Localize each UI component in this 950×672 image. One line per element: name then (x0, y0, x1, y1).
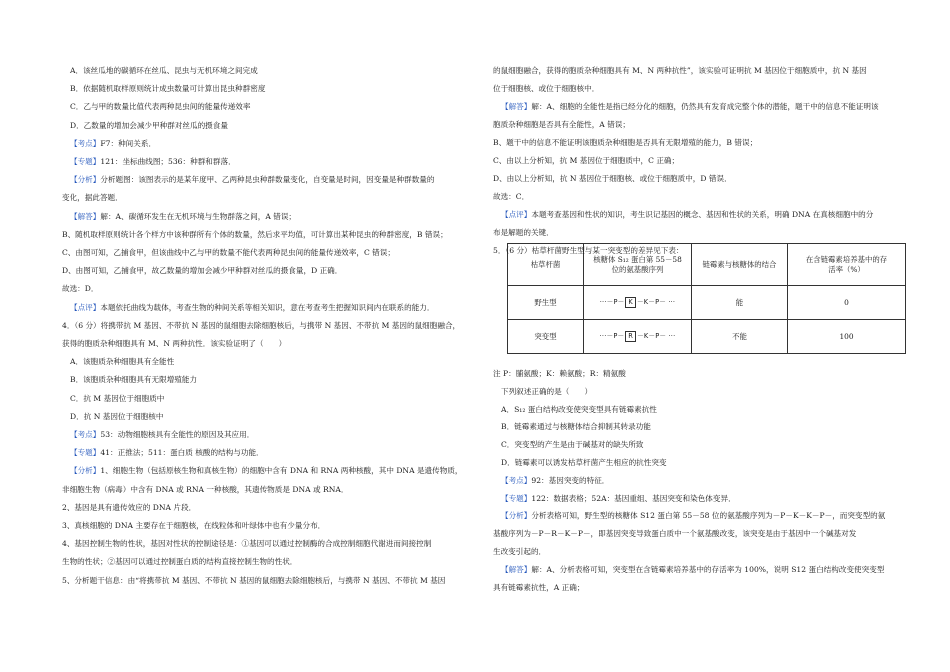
section-tag: 【解答】 (70, 211, 101, 221)
section-tag: 【点评】 (501, 210, 532, 219)
line-text: C、由以上分析知，抗 M 基因位于细胞质中，C 正确； (493, 156, 680, 165)
text-line (493, 565, 884, 575)
text-line (62, 375, 197, 385)
line-text: D．抗 N 基因位于细胞核中 (70, 411, 164, 421)
line-text: 注 P：脯氨酸；K：赖氨酸；R：精氨酸 (493, 369, 626, 378)
line-text: D、由以上分析知，抗 N 基因位于细胞核、或位于细胞质中，D 错误． (493, 174, 732, 183)
text-line (62, 230, 448, 240)
line-text: B、题干中的信息不能证明该胞质杂种细胞是否具有无限增殖的能力，B 错误； (493, 138, 758, 147)
section-tag: 【考点】 (70, 430, 101, 439)
text-line (62, 193, 123, 203)
amino-acid-sequence: ···－P－ K －K－P－ ··· (584, 286, 692, 320)
line-text: 4、基因控制生物的性状，基因对性状的控制途径是：①基因可以通过控制酶的合成控制细胞代谢进而间接控制 (62, 539, 432, 549)
line-text: B．该胞质杂种细胞具有无限增殖能力 (70, 375, 198, 385)
text-line (493, 174, 732, 184)
text-line (493, 387, 592, 397)
text-line (62, 121, 228, 131)
text-line (62, 576, 445, 586)
line-text: 获得的胞质杂种细胞具有 M、N 两种抗性．该实验证明了（ ） (62, 339, 287, 348)
line-text: 的鼠细胞融合，获得的胞质杂种细胞具有 M、N 两种抗性”，该实验可证明抗 M 基因位于细胞质中，抗 N 基因 (493, 66, 867, 75)
text-line (62, 248, 395, 258)
section-tag: 【专题】 (70, 157, 101, 166)
text-line (62, 157, 236, 167)
line-text: F7：种间关系． (100, 138, 157, 148)
section-tag: 【考点】 (70, 138, 101, 148)
text-line (493, 84, 599, 94)
line-text: 4．（6 分）将携带抗 M 基因、不带抗 N 基因的鼠细胞去除细胞核后，与携带 N 基因、不带抗 M 基因的鼠细胞融合， (62, 320, 461, 330)
line-text: C、由图可知，乙捕食甲，但该曲线中乙与甲的数量不能代表两种昆虫间的能量传递效率，C 错误； (62, 248, 395, 257)
text-line (62, 466, 463, 476)
section-tag: 【专题】 (70, 448, 101, 458)
text-line (62, 102, 250, 112)
row-survival: 0 (788, 286, 906, 320)
row-binding: 不能 (692, 320, 788, 354)
text-line (62, 266, 342, 276)
text-line (493, 476, 609, 486)
line-text: 下列叙述正确的是（ ） (501, 386, 593, 396)
text-line (493, 529, 856, 539)
table-row (508, 320, 906, 354)
section-tag: 【分析】 (501, 511, 532, 521)
text-line (62, 357, 174, 367)
line-text: 122：数据表格；52A：基因重组、基因突变和染色体变异． (531, 493, 736, 503)
section-tag: 【分析】 (70, 466, 101, 476)
text-line (62, 321, 460, 331)
section-tag: 【解答】 (501, 564, 532, 574)
line-text: A．该胞质杂种细胞具有全能性 (70, 357, 175, 367)
line-text: 位于细胞核、或位于细胞核中． (493, 84, 600, 93)
table-row (508, 286, 906, 320)
line-text: 解：A、细胞的全能性是指已经分化的细胞，仍然具有发育成完整个体的潜能，题干中的信息不能证明该 (531, 102, 879, 111)
line-text: B．依据随机取样原则统计成虫数量可计算出昆虫种群密度 (70, 84, 266, 94)
text-line (493, 422, 651, 432)
line-text: 基酸序列为－P－R－K－P－，即基因突变导致蛋白质中一个氨基酸改变，该突变是由于基因中一个碱基对发 (493, 529, 857, 539)
text-line (493, 494, 736, 504)
text-line (493, 192, 529, 202)
text-line (62, 539, 431, 549)
text-line (62, 84, 265, 94)
line-text: 分析表格可知，野生型的核糖体 S12 蛋白第 55－58 位的氨基酸序列为－P－K－K－P－，而突变型的氨 (531, 511, 886, 521)
text-line (62, 485, 348, 495)
line-text: 121：坐标曲线图；536：种群和群落． (100, 157, 236, 166)
text-line (62, 521, 325, 531)
text-line (493, 156, 679, 166)
text-line (62, 212, 296, 222)
header-sequence: 核糖体 S₁₂ 蛋白第 55－58 位的氨基酸序列 (584, 244, 692, 286)
row-survival: 100 (788, 320, 906, 354)
text-line (62, 430, 254, 440)
text-line (493, 210, 873, 220)
line-text: 解：A、碳循环发生在无机环境与生物群落之间，A 错误； (100, 211, 297, 221)
line-text: 布是解题的关键． (493, 228, 554, 237)
mutation-table (507, 243, 906, 354)
section-tag: 【点评】 (70, 302, 101, 312)
text-line (62, 394, 164, 404)
row-strain-name: 突变型 (508, 320, 584, 354)
text-line (62, 412, 164, 422)
row-binding: 能 (692, 286, 788, 320)
line-text: 5．（6 分）枯草杆菌野生型与某一突变型的差异见下表： (493, 246, 684, 255)
line-text: A．该丝瓜地的碳循环在丝瓜、昆虫与无机环境之间完成 (70, 66, 258, 75)
text-line (62, 339, 286, 349)
text-line (62, 175, 435, 185)
line-text: 胞质杂种细胞是否具有全能性，A 错误； (493, 120, 630, 129)
text-line (62, 139, 156, 149)
text-line (62, 303, 435, 313)
text-line (493, 246, 684, 256)
line-text: D．乙数量的增加会减少甲种群对丝瓜的摄食量 (70, 120, 228, 130)
line-text: 分析题图：该图表示的是某年度甲、乙两种昆虫种群数量变化，自变量是时间，因变量是种群数量的 (100, 175, 435, 185)
section-tag: 【专题】 (501, 493, 532, 503)
line-text: C．突变型的产生是由于碱基对的缺失所致 (501, 440, 644, 450)
line-text: C．抗 M 基因位于细胞质中 (70, 393, 165, 403)
line-text: 变化，据此答题． (62, 193, 123, 203)
section-tag: 【分析】 (70, 175, 101, 185)
line-text: D、由图可知，乙捕食甲，故乙数量的增加会减少甲种群对丝瓜的摄食量，D 正确． (62, 266, 343, 276)
text-line (62, 557, 297, 567)
text-line (493, 138, 757, 148)
text-line (493, 369, 626, 379)
line-text: B．链霉素通过与核糖体结合抑制其转录功能 (501, 422, 651, 432)
header-strain: 枯草杆菌 (508, 244, 584, 286)
line-text: 故选：C． (493, 192, 530, 201)
highlighted-residue: K (625, 297, 636, 308)
text-line (62, 503, 196, 513)
line-text: 本题依托曲线为载体，考查生物的种间关系等相关知识，意在考查考生把握知识间内在联系的能力． (100, 302, 435, 312)
amino-acid-sequence: ···－P－ R －K－P－ ··· (584, 320, 692, 354)
line-text: B、随机取样原则统计各个样方中该种群所有个体的数量，然后求平均值，可计算出某种昆虫的种群密度，B 错误； (62, 229, 448, 239)
line-text: 非细胞生物（病毒）中含有 DNA 或 RNA 一种核酸，其遗传物质是 DNA 或 RNA． (62, 484, 349, 494)
line-text: A．S₁₂ 蛋白结构改变使突变型具有链霉素抗性 (501, 404, 657, 414)
text-line (62, 66, 258, 76)
text-line (493, 458, 667, 468)
line-text: C．乙与甲的数量比值代表两种昆虫间的能量传递效率 (70, 102, 251, 112)
line-text: 5、分析题干信息：由“将携带抗 M 基因、不带抗 N 基因的鼠细胞去除细胞核后，与携带 N 基因、不带抗 M 基因 (62, 575, 446, 585)
line-text: 生物的性状；②基因可以通过控制蛋白质的结构直接控制生物的性状． (62, 557, 298, 567)
line-text: 3、真核细胞的 DNA 主要存在于细胞核，在线粒体和叶绿体中也有少量分布． (62, 521, 326, 530)
line-text: 生改变引起的． (493, 547, 547, 556)
text-line (493, 102, 879, 112)
line-text: 2、基因是具有遗传效应的 DNA 片段． (62, 502, 197, 512)
text-line (493, 405, 657, 415)
line-text: 本题考查基因和性状的知识，考生识记基因的概念、基因和性状的关系，明确 DNA 在真核细胞中的分 (531, 210, 874, 219)
header-survival: 在含链霉素培养基中的存 活率（%） (788, 244, 906, 286)
line-text: 1、细胞生物（包括原核生物和真核生物）的细胞中含有 DNA 和 RNA 两种核酸，其中 DNA 是遗传物质， (100, 466, 463, 476)
line-text: 53：动物细胞核具有全能性的原因及其应用． (100, 430, 255, 439)
text-line (62, 448, 264, 458)
text-line (493, 66, 867, 76)
line-text: 具有链霉素抗性，A 正确； (493, 582, 585, 592)
text-line (493, 547, 546, 557)
section-tag: 【考点】 (501, 475, 532, 485)
line-text: 41：正推法；511：蛋白质 核酸的结构与功能． (100, 448, 264, 458)
highlighted-residue: R (625, 331, 636, 342)
line-text: 故选：D． (62, 284, 99, 294)
line-text: 92：基因突变的特征． (531, 475, 610, 485)
section-tag: 【解答】 (501, 102, 532, 111)
row-strain-name: 野生型 (508, 286, 584, 320)
text-line (493, 583, 584, 593)
header-binding: 链霉素与核糖体的结合 (692, 244, 788, 286)
text-line (493, 440, 644, 450)
line-text: D．链霉素可以诱发枯草杆菌产生相应的抗性突变 (501, 458, 667, 467)
text-line (493, 120, 630, 130)
text-line (62, 284, 98, 294)
text-line (493, 228, 554, 238)
line-text: 解：A、分析表格可知，突变型在含链霉素培养基中的存活率为 100%，说明 S12 蛋白结构改变使突变型 (531, 564, 885, 574)
text-line (493, 511, 885, 521)
